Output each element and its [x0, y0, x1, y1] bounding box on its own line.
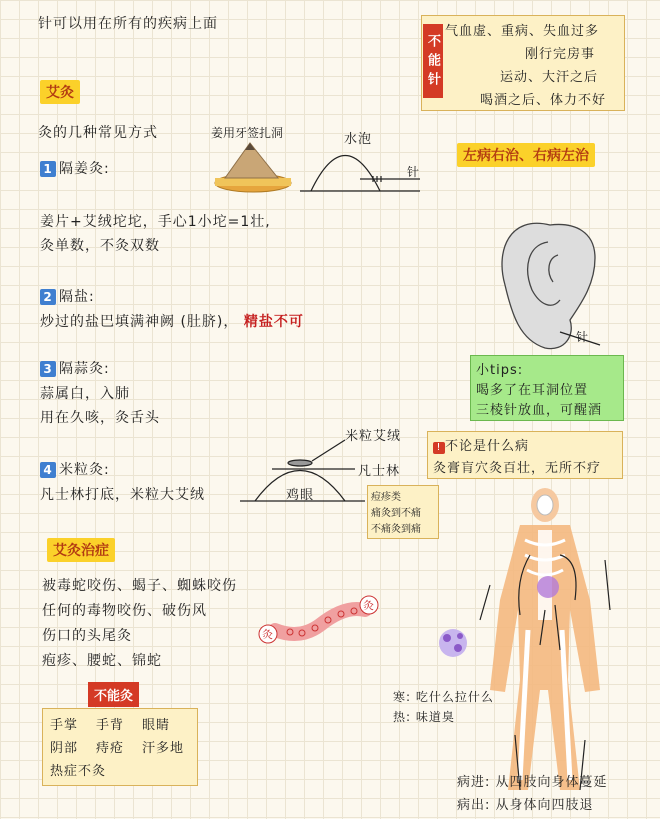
vaseline-label: 凡士林 — [358, 464, 401, 479]
blister-label: 水泡 — [344, 132, 373, 147]
treat-title: 艾灸治症 — [47, 538, 115, 562]
snake-mark: 灸 — [262, 628, 273, 641]
treat-line: 伤口的头尾灸 — [42, 628, 132, 644]
no-needle-item: 气血虚、重病、失血过多 — [445, 24, 600, 39]
disease-in: 病进: 从四肢向身体蔓延 — [457, 775, 608, 790]
moxa-title: 艾灸 — [40, 80, 80, 104]
treat-line: 疱疹、腰蛇、锦蛇 — [42, 653, 162, 669]
page-title: 针可以用在所有的疾病上面 — [38, 16, 218, 32]
treat-line: 被毒蛇咬伤、蝎子、蜘蛛咬伤 — [42, 578, 237, 594]
cannot-item: 热症不灸 — [50, 764, 107, 779]
method-4-line: 凡士林打底，米粒大艾绒 — [40, 487, 205, 503]
treat-line: 任何的毒物咬伤、破伤风 — [42, 603, 207, 619]
egg-label: 鸡眼 — [286, 488, 315, 503]
no-needle-item: 刚行完房事 — [525, 47, 596, 62]
method-3-title: 3 隔蒜灸: — [40, 358, 110, 378]
wart-line: 痘疹类 — [371, 492, 401, 503]
warning-line: 灸膏肓穴灸百壮，无所不疗 — [433, 461, 602, 476]
method-2-title: 2 隔盐: — [40, 286, 95, 306]
no-needle-item: 喝酒之后、体力不好 — [480, 93, 607, 108]
rice-moxa-label: 米粒艾绒 — [345, 429, 402, 444]
cannot-item: 痔疮 — [96, 741, 125, 756]
warning-line: ! 不论是什么病 — [433, 435, 529, 454]
virus-icon — [439, 629, 467, 657]
method-4-title: 4 米粒灸: — [40, 459, 110, 479]
method-1-title: 1 隔姜灸: — [40, 158, 110, 178]
cannot-item: 汗多地 — [142, 741, 185, 756]
ear-needle-label: 针 — [576, 330, 590, 344]
cannot-item: 手背 — [96, 718, 125, 733]
salt-warning: 精盐不可 — [243, 314, 304, 330]
cannot-item: 手掌 — [50, 718, 79, 733]
method-1-line: 姜片+艾绒坨坨，手心1小坨=1壮, — [40, 214, 271, 230]
cannot-moxa-title: 不能灸 — [88, 682, 139, 707]
wart-line: 不痛灸到痛 — [371, 524, 421, 535]
warning-icon: ! — [433, 442, 445, 454]
ginger-note: 姜用牙签扎洞 — [211, 126, 284, 140]
cold-line: 寒: 吃什么拉什么 — [393, 690, 494, 704]
needle-label: 针 — [407, 165, 421, 179]
method-1-line: 灸单数，不灸双数 — [40, 238, 160, 254]
tips-line: 喝多了在耳洞位置 — [476, 383, 589, 398]
human-body-icon — [490, 488, 600, 790]
wart-line: 痛灸到不痛 — [371, 508, 421, 519]
heat-line: 热: 味道臭 — [393, 710, 455, 724]
tips-title: 小tips: — [476, 363, 524, 378]
no-needle-tag: 不能针 — [423, 24, 443, 98]
method-3-line: 蒜属白，入肺 — [40, 386, 130, 402]
tips-line: 三棱针放血，可醒酒 — [476, 403, 603, 418]
cannot-item: 眼睛 — [142, 718, 171, 733]
methods-heading: 灸的几种常见方式 — [38, 125, 158, 141]
moxa-cone-icon — [215, 143, 291, 192]
method-2-line: 炒过的盐巴填满神阙 (肚脐)， 精盐不可 — [40, 314, 304, 330]
snake-mark: 灸 — [363, 599, 374, 612]
no-needle-item: 运动、大汗之后 — [500, 70, 599, 85]
method-3-line: 用在久咳，灸舌头 — [40, 410, 160, 426]
left-right-rule: 左病右治、右病左治 — [457, 143, 595, 167]
blister-diagram — [300, 156, 420, 192]
disease-out: 病出: 从身体向四肢退 — [457, 798, 594, 813]
snake-wound-icon — [259, 596, 378, 643]
cannot-item: 阴部 — [50, 741, 79, 756]
